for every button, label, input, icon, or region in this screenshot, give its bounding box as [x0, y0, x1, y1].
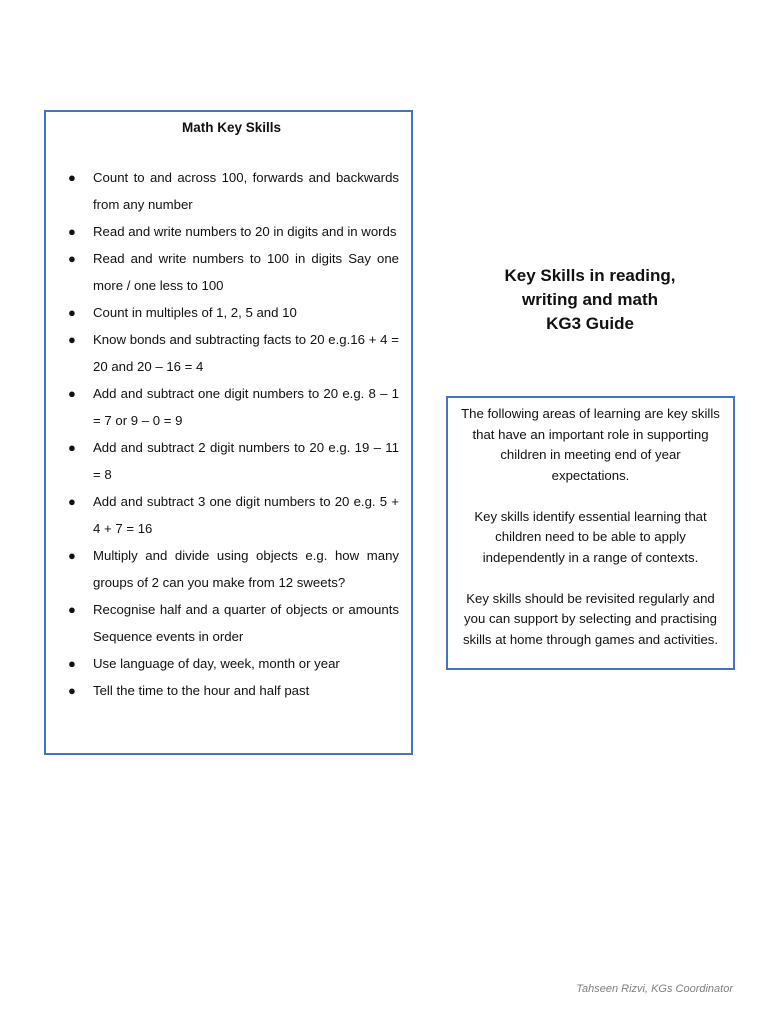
- bullet-icon: ●: [68, 224, 76, 239]
- bullet-icon: ●: [68, 683, 76, 698]
- list-item-text: Add and subtract 2 digit numbers to 20 e.g. 19 – 11 = 8: [93, 440, 399, 482]
- list-item: [64, 596, 399, 650]
- info-paragraph: The following areas of learning are key skills that have an important role in supporting children in meeting end of year expectations.: [461, 406, 720, 483]
- math-key-skills-title: Math Key Skills: [181, 120, 282, 135]
- list-item: [64, 299, 399, 326]
- list-item: [64, 380, 399, 434]
- bullet-icon: ●: [68, 656, 76, 671]
- bullet-icon: ●: [68, 305, 76, 320]
- guide-heading-line-3: KG3 Guide: [546, 314, 634, 333]
- list-item-text: Count in multiples of 1, 2, 5 and 10: [93, 305, 297, 320]
- list-item: [64, 434, 399, 488]
- bullet-icon: ●: [68, 494, 76, 509]
- list-item-text: Multiply and divide using objects e.g. how many groups of 2 can you make from 12 sweets?: [93, 548, 399, 590]
- list-item-text: Use language of day, week, month or year: [93, 656, 340, 671]
- list-item: [64, 218, 399, 245]
- math-key-skills-box: [44, 110, 413, 755]
- list-item-text: Recognise half and a quarter of objects or amounts Sequence events in order: [93, 602, 399, 644]
- list-item: [64, 677, 399, 704]
- bullet-icon: ●: [68, 548, 76, 563]
- bullet-icon: ●: [68, 386, 76, 401]
- list-item-text: Know bonds and subtracting facts to 20 e.g.16 + 4 = 20 and 20 – 16 = 4: [93, 332, 399, 374]
- author-credit: Tahseen Rizvi, KGs Coordinator: [576, 983, 733, 995]
- list-item: [64, 488, 399, 542]
- bullet-icon: ●: [68, 251, 76, 266]
- guide-heading-line-2: writing and math: [522, 290, 658, 309]
- info-paragraph: Key skills identify essential learning that children need to be able to apply independently in a range of contexts.: [474, 508, 707, 565]
- list-item: [64, 542, 399, 596]
- guide-heading: [446, 264, 734, 336]
- bullet-icon: ●: [68, 602, 76, 617]
- key-skills-info-box: [446, 396, 735, 670]
- math-skills-list: [64, 164, 399, 704]
- list-item-text: Tell the time to the hour and half past: [93, 683, 310, 698]
- bullet-icon: ●: [68, 440, 76, 455]
- list-item: [64, 650, 399, 677]
- list-item-text: Add and subtract one digit numbers to 20 e.g. 8 – 1 = 7 or 9 – 0 = 9: [93, 386, 399, 428]
- list-item: [64, 245, 399, 299]
- guide-heading-line-1: Key Skills in reading,: [504, 266, 676, 285]
- info-paragraph: Key skills should be revisited regularly and you can support by selecting and practising skills at home through games and activities.: [462, 590, 719, 647]
- bullet-icon: ●: [68, 332, 76, 347]
- list-item: [64, 164, 399, 218]
- list-item: [64, 326, 399, 380]
- list-item-text: Read and write numbers to 100 in digits Say one more / one less to 100: [93, 251, 399, 293]
- bullet-icon: ●: [68, 170, 76, 185]
- list-item-text: Add and subtract 3 one digit numbers to 20 e.g. 5 + 4 + 7 = 16: [93, 494, 399, 536]
- list-item-text: Count to and across 100, forwards and backwards from any number: [93, 170, 399, 212]
- list-item-text: Read and write numbers to 20 in digits and in words: [93, 224, 397, 239]
